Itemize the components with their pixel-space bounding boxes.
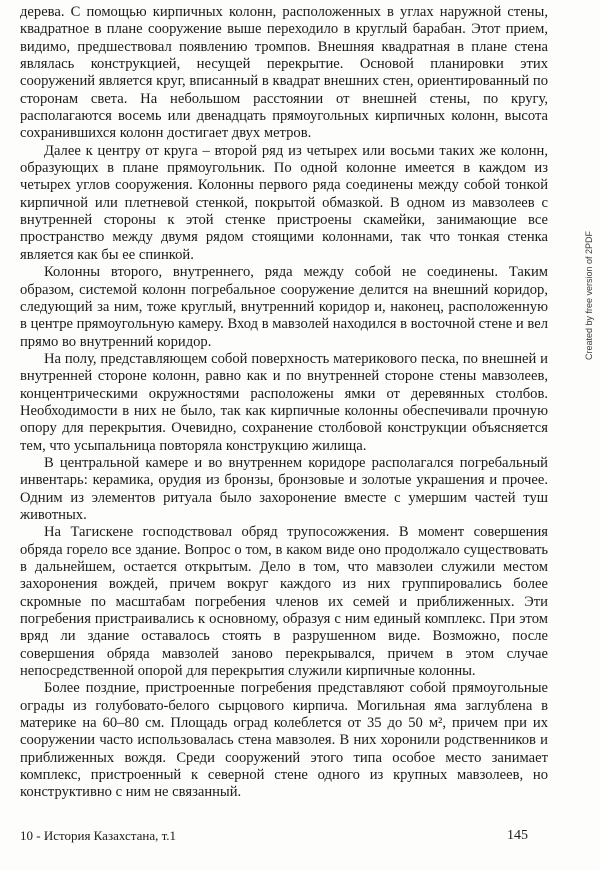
paragraph-1: дерева. С помощью кирпичных колонн, расположенных в углах наружной стены, квадратное в плане сооружение выше переходило в круглый барабан. Этот прием, видимо, предшествовал появлению тромпов. Внешняя квадратная в плане стена являлась конструкцией, несущей перекрытие. Основой планировки этих сооружений является круг, вписанный в квадрат внешних стен, ориентированный по сторонам света. На небольшом расстоянии от внешней стены, по кругу, располагаются восемь или двенадцать прямоугольных кирпичных колонн, высота сохранившихся колонн достигает двух метров. — [20, 4, 548, 142]
paragraph-4: На полу, представляющем собой поверхность материкового песка, по внешней и внутренней стороне колонн, равно как и по внутренней стороне стены мавзолеев, концентрическими окружностями расположены ямки от деревянных столбов. Необходимости в них не было, так как кирпичные колонны обеспечивали прочную опору для перекрытия. Очевидно, сохранение столбовой конструкции объясняется тем, что усыпальница повторяла конструкцию жилища. — [20, 350, 548, 454]
page-number: 145 — [507, 828, 528, 843]
running-title: 10 - История Казахстана, т.1 — [20, 828, 177, 843]
paragraph-7: Более поздние, пристроенные погребения представляют собой прямоугольные ограды из голубовато-белого сырцового кирпича. Могильная яма заглублена в материке на 60–80 см. Площадь оград колеблется от 35 до 50 м², причем при их сооружении часто использовалась стена мавзолея. В них хоронили родственников и приближенных вождя. Среди сооружений этого типа особое место занимает комплекс, пристроенный к северной стене одного из крупных мавзолеев, но конструктивно с ним не связанный. — [20, 680, 548, 801]
paragraph-3: Колонны второго, внутреннего, ряда между собой не соединены. Таким образом, системой колонн погребальное сооружение делится на внешний коридор, следующий за ним, тоже круглый, внутренний коридор и, наконец, расположенную в центре прямоугольную камеру. Вход в мавзолей находился в восточной стене и вел прямо во внутренний коридор. — [20, 264, 548, 350]
body-text — [20, 4, 548, 802]
paragraph-5: В центральной камере и во внутреннем коридоре располагался погребальный инвентарь: керамика, орудия из бронзы, бронзовые и золотые украшения и прочее. Одним из элементов ритуала было захоронение вместе с умершим частей туш животных. — [20, 454, 548, 523]
paragraph-2: Далее к центру от круга – второй ряд из четырех или восьми таких же колонн, образующих в плане прямоугольник. По одной колонне имеется в каждом из четырех углов сооружения. Колонны первого ряда соединены между собой тонкой кирпичной или плетневой стенкой, покрытой обмазкой. В одном из мавзолеев с внутренней стороны к этой стенке пристроены скамейки, занимающие все пространство между двумя рядом стоящими колоннами, так что тонкая стенка является как бы ее спинкой. — [20, 142, 548, 263]
watermark — [584, 190, 598, 360]
paragraph-6: На Тагискене господствовал обряд трупосожжения. В момент совершения обряда горело все здание. Вопрос о том, в каком виде оно продолжало существовать в дальнейшем, остается открытым. Дело в том, что мавзолеи служили местом захоронения вождей, причем вокруг каждого из них группировались более скромные по масштабам погребения членов их семей и приближенных. Эти погребения пристраивались к основному, образуя с ним единый комплекс. При этом вряд ли здание оставалось стоять в разрушенном виде. Возможно, после совершения обряда мавзолей заново перекрывался, причем в этом случае непосредственной опорой для перекрытия служили кирпичные колонны. — [20, 524, 548, 680]
watermark-text: Created by free version of 2PDF — [584, 230, 594, 360]
